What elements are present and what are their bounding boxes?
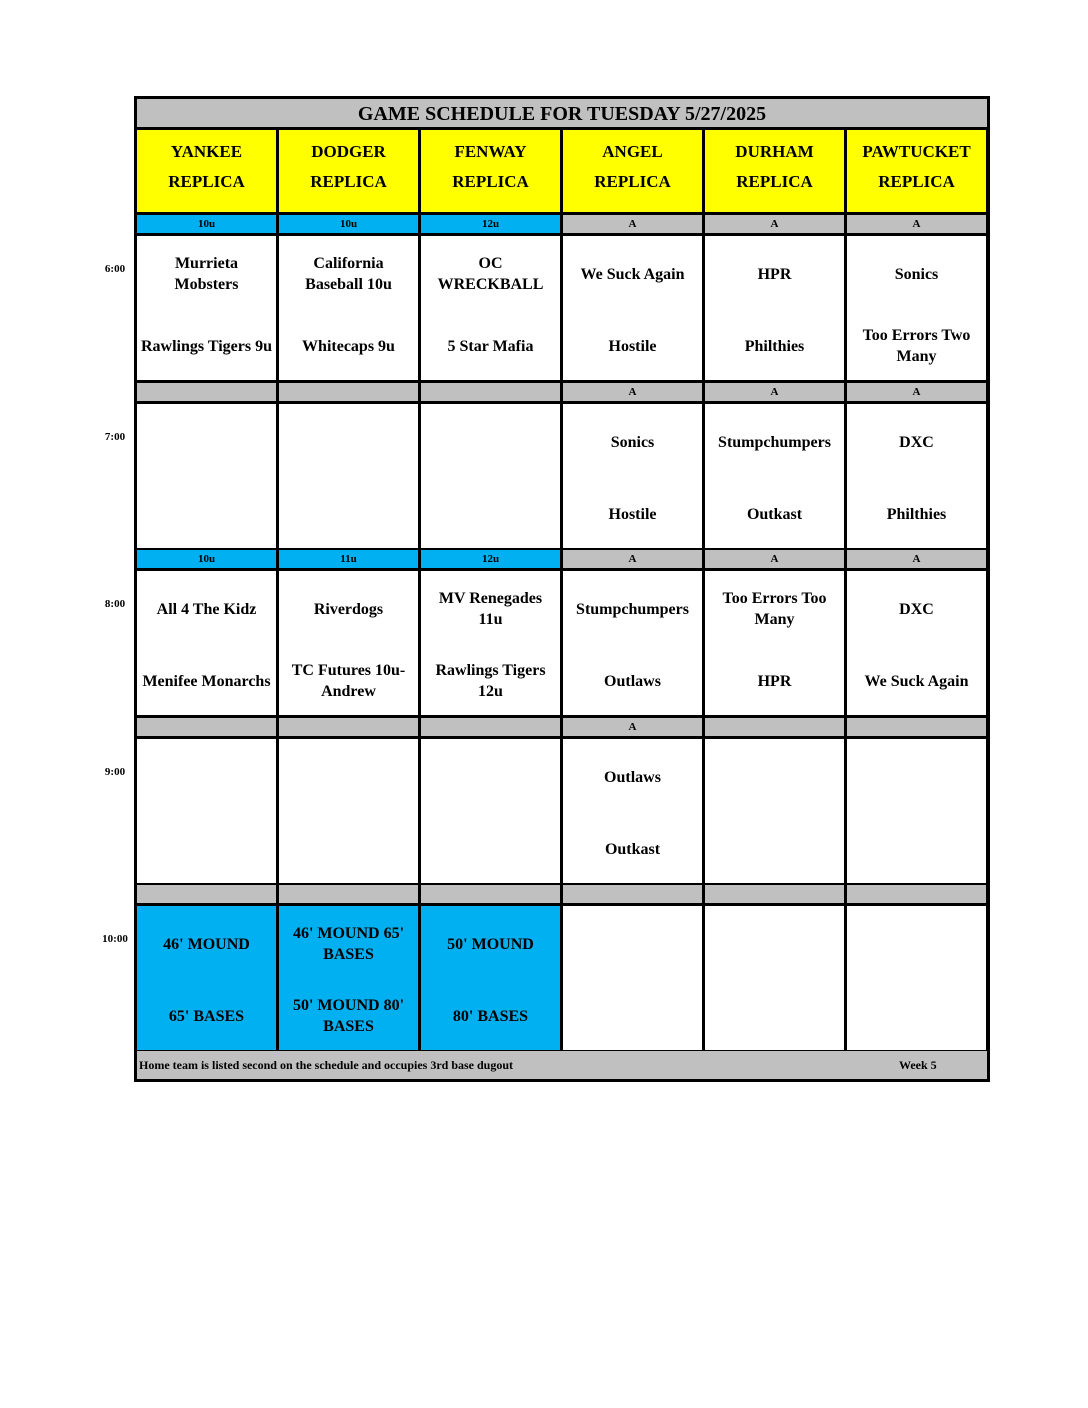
home-team: Outlaws bbox=[604, 672, 661, 690]
home-team: 5 Star Mafia bbox=[447, 337, 534, 355]
home-team: Hostile bbox=[608, 337, 657, 355]
division-label: A bbox=[563, 215, 702, 233]
game-cell bbox=[705, 404, 844, 548]
division-label bbox=[847, 885, 986, 903]
field-spec-line: 46' MOUND 65' BASES bbox=[292, 925, 405, 963]
division-label: A bbox=[847, 215, 986, 233]
division-label: A bbox=[847, 383, 986, 401]
away-team: All 4 The Kidz bbox=[156, 600, 257, 618]
home-team-note: Home team is listed second on the schedule and occupies 3rd base dugout bbox=[139, 1058, 514, 1072]
home-team bbox=[425, 490, 556, 538]
away-team: Stumpchumpers bbox=[576, 600, 689, 618]
division-label: A bbox=[847, 550, 986, 568]
field-header: FENWAY REPLICA bbox=[421, 130, 560, 212]
game-cell bbox=[279, 906, 418, 1050]
field-header: ANGEL REPLICA bbox=[563, 130, 702, 212]
game-cell bbox=[563, 906, 702, 1050]
away-team bbox=[425, 418, 556, 466]
away-team: Outlaws bbox=[604, 768, 661, 786]
game-cell bbox=[421, 571, 560, 715]
away-team bbox=[709, 920, 840, 968]
home-team bbox=[141, 490, 272, 538]
division-label: A bbox=[563, 550, 702, 568]
division-label bbox=[137, 885, 276, 903]
away-team: Too Errors Too Many bbox=[722, 590, 827, 628]
division-label: 10u bbox=[137, 550, 276, 568]
game-cell bbox=[421, 404, 560, 548]
away-team bbox=[851, 753, 982, 801]
home-team: Rawlings Tigers 12u bbox=[435, 662, 546, 700]
division-row bbox=[137, 215, 987, 233]
division-label: 10u bbox=[279, 215, 418, 233]
game-cell bbox=[847, 739, 986, 883]
game-row bbox=[137, 404, 987, 548]
game-cell bbox=[705, 739, 844, 883]
field-spec-line: 65' BASES bbox=[168, 1007, 245, 1025]
division-label bbox=[705, 885, 844, 903]
away-team: DXC bbox=[899, 600, 934, 618]
field-header: YANKEE REPLICA bbox=[137, 130, 276, 212]
division-label bbox=[279, 885, 418, 903]
home-team bbox=[283, 825, 414, 873]
home-team: Rawlings Tigers 9u bbox=[141, 337, 272, 355]
division-label bbox=[279, 718, 418, 736]
game-cell bbox=[137, 236, 276, 380]
field-header: PAWTUCKET REPLICA bbox=[847, 130, 986, 212]
away-team: Stumpchumpers bbox=[718, 433, 831, 451]
home-team bbox=[851, 992, 982, 1040]
home-team: Outkast bbox=[604, 840, 661, 858]
field-header: DURHAM REPLICA bbox=[705, 130, 844, 212]
game-cell bbox=[279, 571, 418, 715]
away-team: Murrieta Mobsters bbox=[174, 255, 239, 293]
away-team: OC WRECKBALL bbox=[437, 255, 544, 293]
home-team bbox=[141, 825, 272, 873]
game-cell bbox=[421, 236, 560, 380]
home-team: HPR bbox=[757, 672, 792, 690]
division-label: A bbox=[563, 383, 702, 401]
time-label-10: 10:00 bbox=[102, 933, 128, 945]
game-cell bbox=[279, 236, 418, 380]
schedule-footer bbox=[137, 1051, 987, 1079]
game-row bbox=[137, 571, 987, 715]
time-label-7: 7:00 bbox=[104, 431, 126, 443]
game-row bbox=[137, 739, 987, 883]
home-team bbox=[851, 825, 982, 873]
division-label: 10u bbox=[137, 215, 276, 233]
game-cell bbox=[421, 906, 560, 1050]
game-cell bbox=[847, 571, 986, 715]
game-cell bbox=[421, 739, 560, 883]
home-team bbox=[283, 490, 414, 538]
division-label bbox=[421, 383, 560, 401]
game-cell bbox=[563, 236, 702, 380]
division-label: 12u bbox=[421, 215, 560, 233]
division-row bbox=[137, 383, 987, 401]
game-row bbox=[137, 906, 987, 1050]
away-team: MV Renegades 11u bbox=[438, 590, 543, 628]
away-team bbox=[709, 753, 840, 801]
field-spec-line: 46' MOUND bbox=[163, 935, 250, 953]
away-team: Sonics bbox=[894, 265, 939, 283]
division-label: A bbox=[705, 383, 844, 401]
division-label bbox=[563, 885, 702, 903]
division-label bbox=[279, 383, 418, 401]
home-team: Menifee Monarchs bbox=[142, 672, 271, 690]
game-cell bbox=[279, 739, 418, 883]
away-team bbox=[283, 418, 414, 466]
division-row bbox=[137, 718, 987, 736]
game-cell bbox=[137, 739, 276, 883]
division-row bbox=[137, 885, 987, 903]
division-label: A bbox=[563, 718, 702, 736]
away-team bbox=[283, 753, 414, 801]
away-team: Sonics bbox=[610, 433, 655, 451]
game-cell bbox=[705, 236, 844, 380]
field-spec-line: 50' MOUND 80' BASES bbox=[292, 997, 405, 1035]
home-team: Hostile bbox=[608, 505, 657, 523]
away-team bbox=[141, 753, 272, 801]
division-label bbox=[847, 718, 986, 736]
home-team: Whitecaps 9u bbox=[302, 337, 395, 355]
home-team: We Suck Again bbox=[864, 672, 969, 690]
division-label bbox=[421, 718, 560, 736]
home-team: Too Errors Two Many bbox=[862, 327, 971, 365]
division-label bbox=[705, 718, 844, 736]
game-cell bbox=[563, 571, 702, 715]
game-cell bbox=[705, 906, 844, 1050]
division-label: 11u bbox=[279, 550, 418, 568]
home-team: Philthies bbox=[744, 337, 805, 355]
away-team bbox=[425, 753, 556, 801]
division-label bbox=[421, 885, 560, 903]
field-spec-line: 50' MOUND bbox=[447, 935, 534, 953]
division-label bbox=[137, 718, 276, 736]
division-label: A bbox=[705, 550, 844, 568]
division-label bbox=[137, 383, 276, 401]
away-team: We Suck Again bbox=[580, 265, 685, 283]
away-team bbox=[851, 920, 982, 968]
away-team bbox=[141, 418, 272, 466]
schedule-table bbox=[134, 96, 990, 1082]
game-row bbox=[137, 236, 987, 380]
game-cell bbox=[705, 571, 844, 715]
game-cell bbox=[563, 739, 702, 883]
field-spec-line: 80' BASES bbox=[452, 1007, 529, 1025]
away-team bbox=[567, 920, 698, 968]
home-team bbox=[709, 825, 840, 873]
away-team: Riverdogs bbox=[313, 600, 384, 618]
away-team: DXC bbox=[899, 433, 934, 451]
field-header-row bbox=[137, 130, 987, 212]
game-cell bbox=[137, 906, 276, 1050]
home-team: Outkast bbox=[746, 505, 803, 523]
home-team bbox=[709, 992, 840, 1040]
division-row bbox=[137, 550, 987, 568]
home-team bbox=[425, 825, 556, 873]
game-cell bbox=[279, 404, 418, 548]
game-cell bbox=[847, 404, 986, 548]
field-header: DODGER REPLICA bbox=[279, 130, 418, 212]
time-label-6: 6:00 bbox=[104, 263, 126, 275]
week-label: Week 5 bbox=[899, 1058, 937, 1072]
game-cell bbox=[137, 404, 276, 548]
division-label: 12u bbox=[421, 550, 560, 568]
game-cell bbox=[563, 404, 702, 548]
game-cell bbox=[847, 906, 986, 1050]
away-team: California Baseball 10u bbox=[305, 255, 392, 293]
time-label-8: 8:00 bbox=[104, 598, 126, 610]
game-cell bbox=[847, 236, 986, 380]
home-team bbox=[567, 992, 698, 1040]
division-label: A bbox=[705, 215, 844, 233]
home-team: Philthies bbox=[886, 505, 947, 523]
game-cell bbox=[137, 571, 276, 715]
schedule-title: GAME SCHEDULE FOR TUESDAY 5/27/2025 bbox=[137, 99, 987, 127]
away-team: HPR bbox=[757, 265, 792, 283]
time-label-9: 9:00 bbox=[104, 766, 126, 778]
home-team: TC Futures 10u-Andrew bbox=[291, 662, 406, 700]
